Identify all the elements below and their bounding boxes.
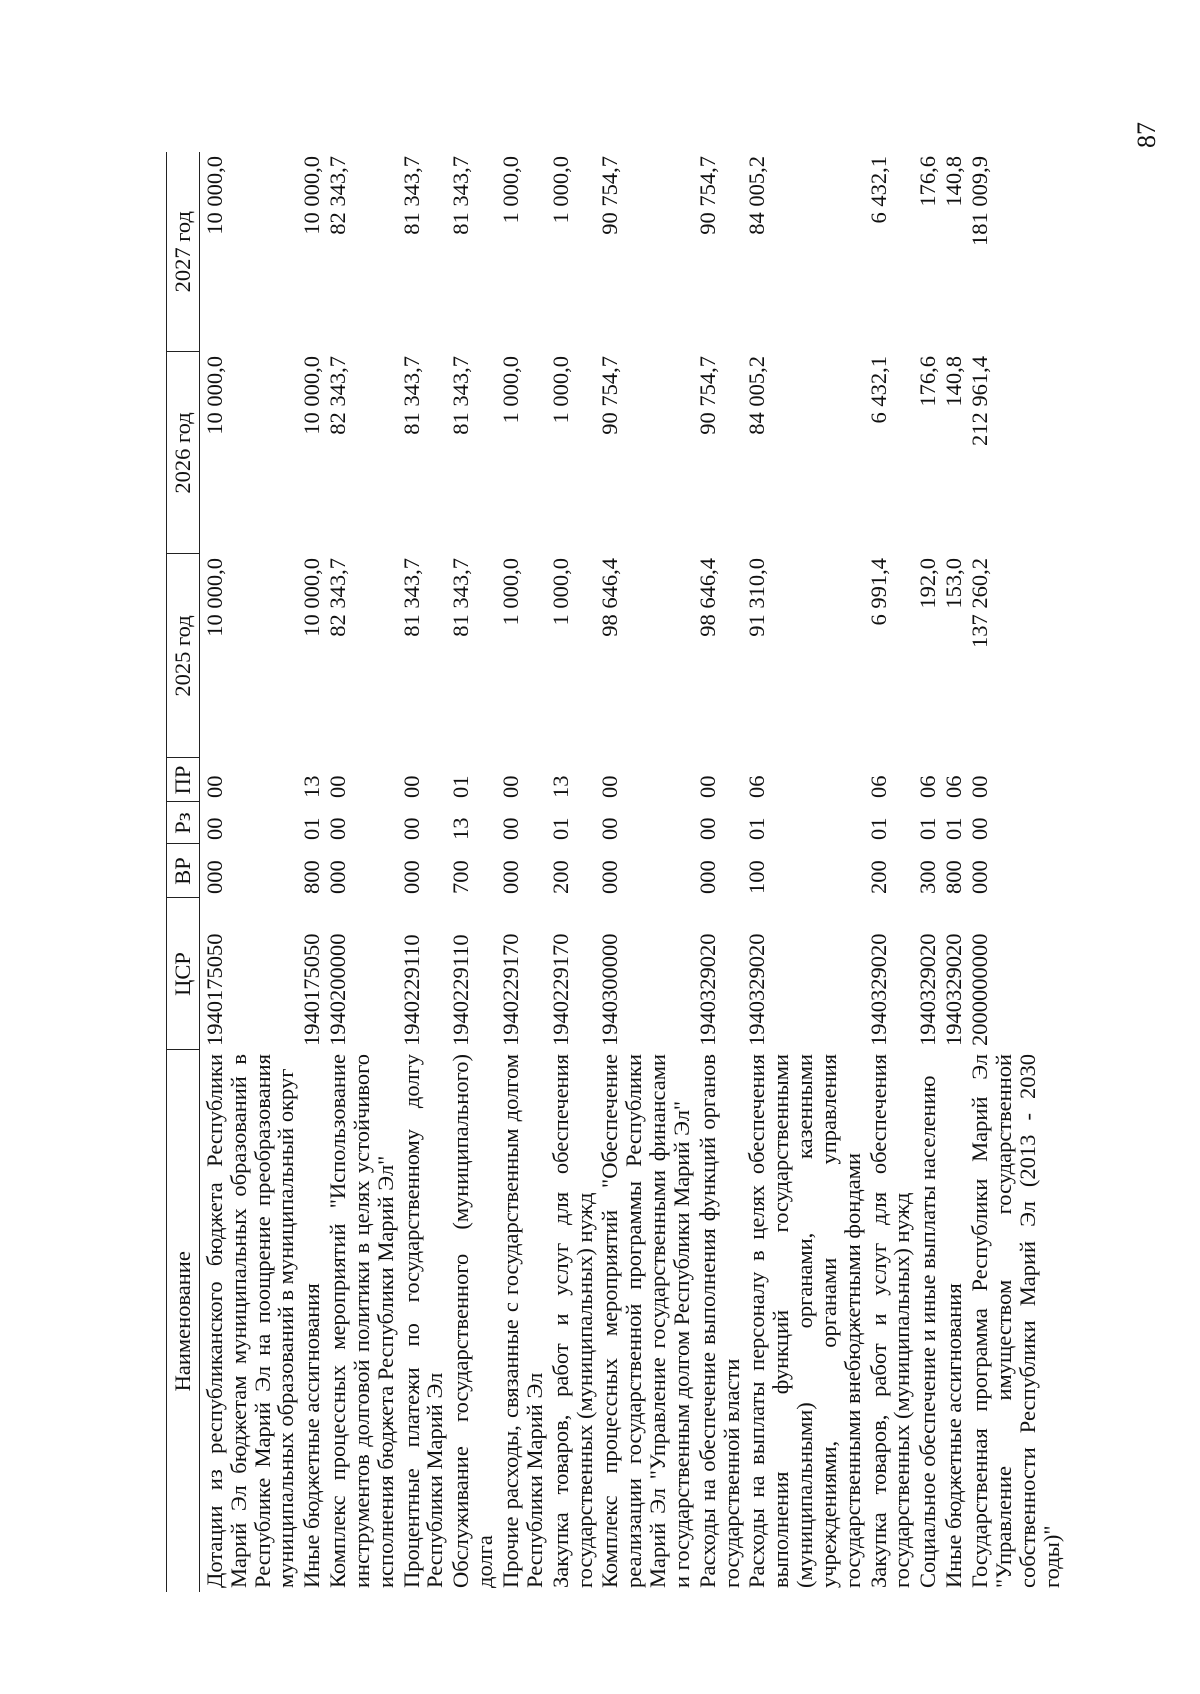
- row-vr: 800: [941, 860, 967, 894]
- row-2026: 1 000,0: [497, 356, 523, 424]
- row-vr: 100: [744, 860, 770, 894]
- table-row: [915, 152, 941, 1592]
- row-2027: 10 000,0: [299, 156, 325, 235]
- row-rz: 01: [915, 817, 941, 840]
- row-vr: 000: [694, 860, 720, 894]
- table-row: [199, 152, 299, 1592]
- row-2025: 1 000,0: [497, 558, 523, 626]
- row-2026: 82 343,7: [325, 356, 351, 435]
- budget-table: [166, 152, 1064, 1592]
- header-name: Наименование: [167, 1050, 200, 1592]
- row-rz: 00: [694, 817, 720, 840]
- row-rz: 01: [865, 817, 891, 840]
- row-csr: 1940229170: [547, 933, 573, 1046]
- header-pr: ПР: [167, 758, 200, 802]
- row-2026: 140,8: [941, 356, 967, 407]
- table-row: [967, 152, 1064, 1592]
- row-pr: 00: [597, 775, 623, 798]
- table-row: [299, 152, 325, 1592]
- row-name: Расходы на выплаты персоналу в целях обеспечения выполнения функций государственными (муниципальными) органами, казенными учреждениями, органами управления государственными внебюджетными фондами: [744, 1054, 865, 1588]
- row-2025: 137 260,2: [967, 558, 992, 648]
- row-csr: 1940175050: [201, 933, 227, 1046]
- row-rz: 01: [744, 817, 770, 840]
- row-csr: 2000000000: [967, 933, 992, 1046]
- header-2025: 2025 год: [167, 554, 200, 758]
- row-rz: 00: [201, 817, 227, 840]
- row-name: Государственная программа Республики Марий Эл "Управление имуществом государственной собственности Республики Марий Эл (2013 - 2030 годы)": [967, 1054, 1064, 1588]
- row-2026: 84 005,2: [744, 356, 770, 435]
- table-row: [695, 152, 745, 1592]
- row-2027: 181 009,9: [967, 156, 992, 246]
- row-2026: 90 754,7: [597, 356, 623, 435]
- table-row: [941, 152, 967, 1592]
- row-csr: 1940175050: [299, 933, 325, 1046]
- budget-table-container: [166, 152, 1064, 1592]
- table-row: [325, 152, 399, 1592]
- row-2027: 1 000,0: [547, 156, 573, 224]
- row-2025: 98 646,4: [694, 558, 720, 637]
- row-name: Комплекс процессных мероприятий "Обеспечение реализации государственной программы Республики Марий Эл "Управление государственными финансами и государственным долгом Республики Марий Эл": [597, 1054, 694, 1588]
- row-vr: 800: [299, 860, 325, 894]
- row-2027: 10 000,0: [201, 156, 227, 235]
- row-csr: 1940229110: [448, 934, 474, 1046]
- row-name: Социальное обеспечение и иные выплаты населению: [915, 1075, 941, 1588]
- row-2027: 81 343,7: [398, 156, 424, 235]
- row-2027: 6 432,1: [865, 156, 891, 224]
- row-2025: 10 000,0: [201, 558, 227, 637]
- row-2026: 212 961,4: [967, 356, 992, 446]
- row-2025: 81 343,7: [398, 558, 424, 637]
- row-2026: 10 000,0: [201, 356, 227, 435]
- row-vr: 000: [967, 860, 992, 894]
- row-2026: 81 343,7: [448, 356, 474, 435]
- row-vr: 200: [547, 860, 573, 894]
- row-name: Иные бюджетные ассигнования: [941, 1283, 967, 1588]
- row-2025: 10 000,0: [299, 558, 325, 637]
- row-name: Расходы на обеспечение выполнения функций органов государственной власти: [694, 1054, 744, 1588]
- row-pr: 06: [915, 775, 941, 798]
- row-csr: 1940329020: [694, 933, 720, 1046]
- row-pr: 00: [694, 775, 720, 798]
- row-2026: 10 000,0: [299, 356, 325, 435]
- row-rz: 00: [497, 817, 523, 840]
- row-2027: 140,8: [941, 156, 967, 207]
- table-row: [498, 152, 548, 1592]
- table-row: [744, 152, 865, 1592]
- row-rz: 00: [398, 817, 424, 840]
- row-2026: 90 754,7: [694, 356, 720, 435]
- row-2026: 1 000,0: [547, 356, 573, 424]
- row-csr: 1940200000: [325, 933, 351, 1046]
- row-2025: 82 343,7: [325, 558, 351, 637]
- row-rz: 01: [547, 817, 573, 840]
- row-vr: 000: [497, 860, 523, 894]
- row-rz: 01: [941, 817, 967, 840]
- row-vr: 300: [915, 860, 941, 894]
- row-2025: 98 646,4: [597, 558, 623, 637]
- row-name: Обслуживание государственного (муниципального) долга: [448, 1054, 498, 1588]
- row-2025: 153,0: [941, 558, 967, 609]
- row-csr: 1940329020: [744, 933, 770, 1046]
- row-2026: 176,6: [915, 356, 941, 407]
- row-pr: 00: [497, 775, 523, 798]
- row-2027: 82 343,7: [325, 156, 351, 235]
- header-rz: Рз: [167, 802, 200, 844]
- table-row: [399, 152, 449, 1592]
- row-name: Комплекс процессных мероприятий "Использование инструментов долговой политики в целях устойчивого исполнения бюджета Республики Марий Эл": [325, 1054, 398, 1588]
- row-name: Дотации из республиканского бюджета Республики Марий Эл бюджетам муниципальных образований в Республике Марий Эл на поощрение преобразования муниципальных образований в муниципальный округ: [201, 1054, 299, 1588]
- row-csr: 1940229170: [497, 933, 523, 1046]
- row-rz: 00: [325, 817, 351, 840]
- row-2025: 6 991,4: [865, 558, 891, 626]
- row-name: Процентные платежи по государственному долгу Республики Марий Эл: [398, 1054, 448, 1588]
- row-rz: 00: [597, 817, 623, 840]
- row-2027: 90 754,7: [694, 156, 720, 235]
- row-name: Закупка товаров, работ и услуг для обеспечения государственных (муниципальных) нужд: [547, 1054, 597, 1588]
- row-vr: 000: [398, 860, 424, 894]
- row-pr: 06: [865, 775, 891, 798]
- row-name: Прочие расходы, связанные с государственным долгом Республики Марий Эл: [497, 1054, 547, 1588]
- row-2025: 1 000,0: [547, 558, 573, 626]
- row-2027: 81 343,7: [448, 156, 474, 235]
- row-2027: 84 005,2: [744, 156, 770, 235]
- row-2027: 90 754,7: [597, 156, 623, 235]
- table-header-row: [167, 152, 200, 1592]
- header-csr: ЦСР: [167, 898, 200, 1050]
- row-pr: 06: [941, 775, 967, 798]
- row-pr: 00: [325, 775, 351, 798]
- row-vr: 000: [597, 860, 623, 894]
- row-2027: 176,6: [915, 156, 941, 207]
- row-vr: 000: [201, 860, 227, 894]
- row-pr: 06: [744, 775, 770, 798]
- page-number: 87: [1132, 122, 1161, 148]
- table-row: [866, 152, 916, 1592]
- table-row: [597, 152, 694, 1592]
- row-csr: 1940229110: [398, 934, 424, 1046]
- row-pr: 01: [448, 775, 474, 798]
- row-vr: 200: [865, 860, 891, 894]
- row-2027: 1 000,0: [497, 156, 523, 224]
- row-pr: 00: [201, 775, 227, 798]
- table-row: [548, 152, 598, 1592]
- header-2026: 2026 год: [167, 352, 200, 554]
- table-row: [448, 152, 498, 1592]
- row-pr: 00: [398, 775, 424, 798]
- row-csr: 1940300000: [597, 933, 623, 1046]
- row-pr: 00: [967, 775, 992, 798]
- row-rz: 01: [299, 817, 325, 840]
- row-csr: 1940329020: [915, 933, 941, 1046]
- row-rz: 13: [448, 817, 474, 840]
- header-2027: 2027 год: [167, 152, 200, 352]
- row-name: Иные бюджетные ассигнования: [299, 1283, 325, 1588]
- header-vr: ВР: [167, 844, 200, 898]
- row-csr: 1940329020: [865, 933, 891, 1046]
- row-name: Закупка товаров, работ и услуг для обеспечения государственных (муниципальных) нужд: [865, 1054, 915, 1588]
- row-vr: 700: [448, 860, 474, 894]
- row-2026: 6 432,1: [865, 356, 891, 424]
- row-pr: 13: [299, 775, 325, 798]
- row-2025: 91 310,0: [744, 558, 770, 637]
- row-2025: 81 343,7: [448, 558, 474, 637]
- row-rz: 00: [967, 817, 992, 840]
- row-pr: 13: [547, 775, 573, 798]
- row-2025: 192,0: [915, 558, 941, 609]
- row-csr: 1940329020: [941, 933, 967, 1046]
- row-vr: 000: [325, 860, 351, 894]
- row-2026: 81 343,7: [398, 356, 424, 435]
